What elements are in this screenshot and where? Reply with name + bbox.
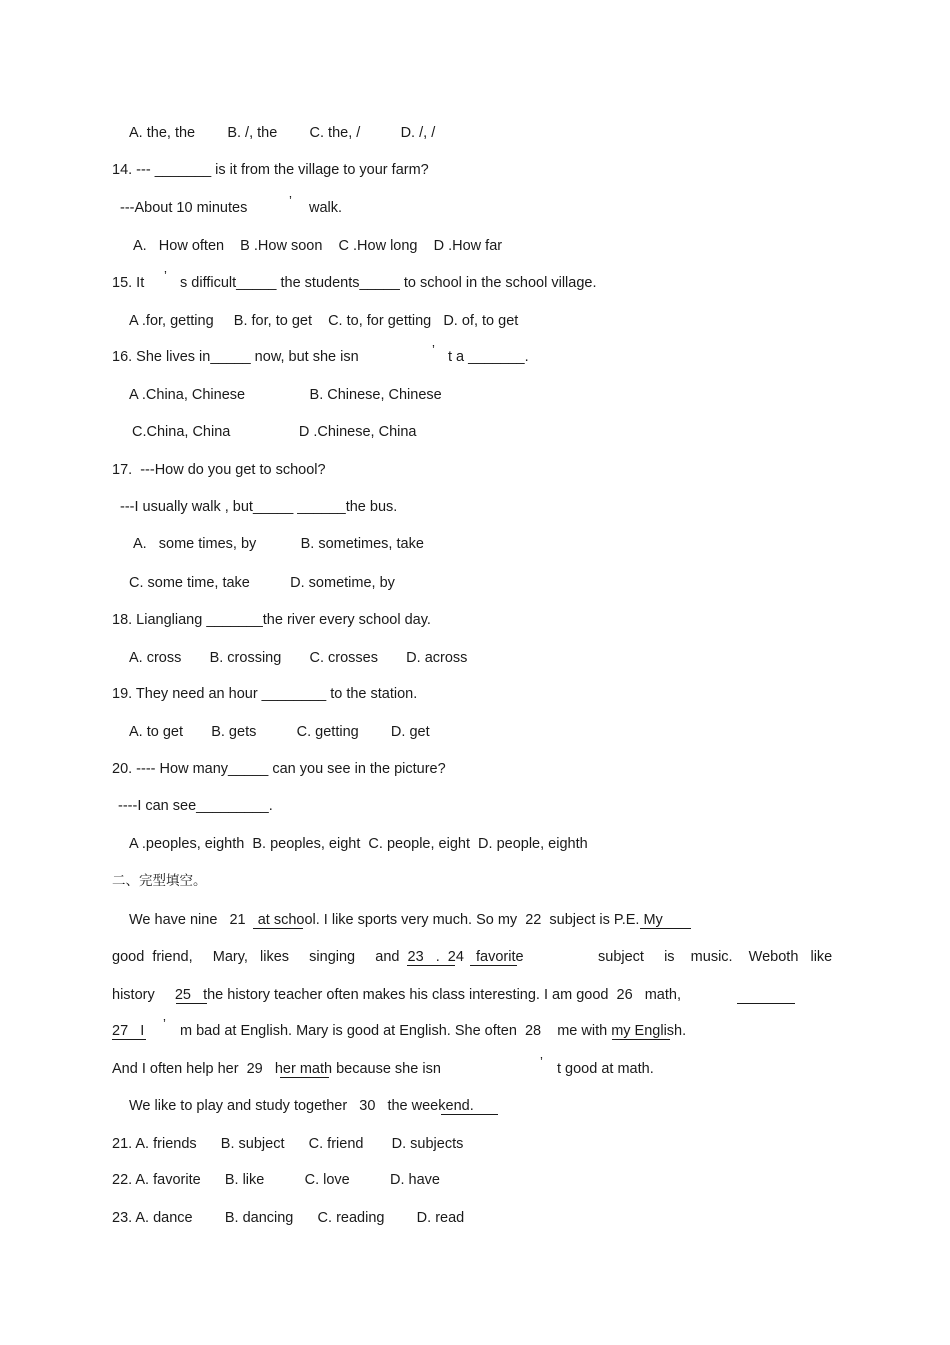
apostrophe: ’ [164,268,167,283]
q17-reply: ---I usually walk , but_____ ______the bus. [120,499,398,515]
q14-reply-end: walk. [309,200,343,216]
blank-underline [253,928,303,929]
passage-line-3: history 25 the history teacher often makes his class interesting. I am good 26 math, [112,987,681,1003]
q20-options: A .peoples, eighth B. peoples, eight C. people, eight D. people, eighth [129,836,588,852]
q14-options: A. How often B .How soon C .How long D .How far [133,238,503,254]
apostrophe: ’ [289,193,292,208]
q16-options-1: A .China, Chinese B. Chinese, Chinese [129,387,442,403]
q18-stem: 18. Liangliang _______the river every school day. [112,612,431,628]
blank-underline [737,1003,795,1004]
passage-line-2: good friend, Mary, likes singing and 23 . 24 favorite [112,949,524,965]
passage-line-5: And I often help her 29 her math because she isn [112,1061,441,1077]
passage-line-6: We like to play and study together 30 the weekend. [129,1098,474,1114]
q16-stem-end: t a _______. [448,349,529,365]
q15-options: A .for, getting B. for, to get C. to, for getting D. of, to get [129,313,519,329]
q18-options: A. cross B. crossing C. crosses D. across [129,650,468,666]
passage-line-5-end: t good at math. [557,1061,654,1077]
blank-underline [612,1039,670,1040]
section-title: 二、完型填空。 [112,873,207,889]
q19-stem: 19. They need an hour ________ to the station. [112,686,418,702]
apostrophe: ’ [163,1016,166,1031]
q23-options: 23. A. dance B. dancing C. reading D. read [112,1210,465,1226]
q21-options: 21. A. friends B. subject C. friend D. subjects [112,1136,464,1152]
q17-stem: 17. ---How do you get to school? [112,462,326,478]
q15-stem-end: s difficult_____ the students_____ to school in the school village. [180,275,597,291]
blank-underline [407,965,455,966]
q15-stem: 15. It [112,275,145,291]
q22-options: 22. A. favorite B. like C. love D. have [112,1172,440,1188]
q13-options: A. the, the B. /, the C. the, / D. /, / [129,125,436,141]
blank-underline [470,965,517,966]
blank-underline [640,928,691,929]
q16-stem: 16. She lives in_____ now, but she isn [112,349,359,365]
passage-line-4-end: m bad at English. Mary is good at English. She often 28 me with my English. [180,1023,687,1039]
q20-stem: 20. ---- How many_____ can you see in the picture? [112,761,446,777]
q16-options-2: C.China, China D .Chinese, China [132,424,417,440]
blank-underline [112,1039,146,1040]
blank-underline [176,1003,207,1004]
q17-options-2: C. some time, take D. sometime, by [129,575,395,591]
q20-reply: ----I can see_________. [118,798,273,814]
q17-options-1: A. some times, by B. sometimes, take [133,536,424,552]
passage-line-1: We have nine 21 at school. I like sports very much. So my 22 subject is P.E. My [129,912,663,928]
apostrophe: ’ [540,1054,543,1069]
apostrophe: ’ [432,342,435,357]
q19-options: A. to get B. gets C. getting D. get [129,724,430,740]
q14-stem: 14. --- _______ is it from the village to your farm? [112,162,429,178]
blank-underline [280,1077,329,1078]
q14-reply: ---About 10 minutes [120,200,248,216]
blank-underline [441,1114,498,1115]
passage-line-2-end: subject is music. Weboth like [598,949,833,965]
passage-line-4: 27 I [112,1023,145,1039]
